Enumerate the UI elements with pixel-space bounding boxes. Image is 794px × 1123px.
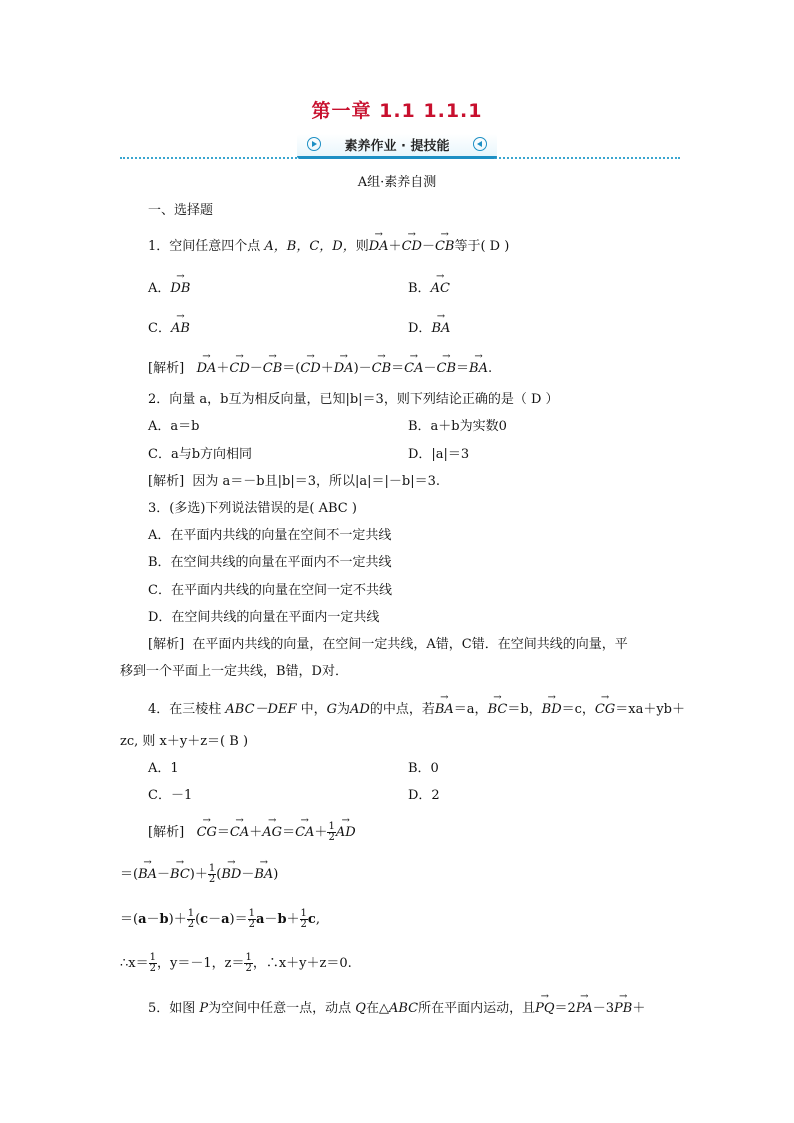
question-2-option: B．a＋b为实数0: [408, 419, 507, 434]
question-4-option: A．1: [148, 761, 179, 776]
question-4-analysis-result: ∴x＝ $\frac{1}{2}$ ，y＝－1，z＝ $\frac{1}{2}$ ，∴x＋y＋z＝0.: [120, 952, 352, 974]
question-3-stem: 3．(多选)下列说法错误的是( ABC ): [148, 501, 357, 516]
question-1-option: B．→ AC: [408, 278, 450, 298]
fraction: $\frac{1}{2}$: [300, 908, 307, 930]
question-4-option: B．0: [408, 761, 439, 776]
question-4-stem: 4．在三棱柱 ABC－DEF 中，G为AD的中点，若→ BA＝a，→ BC＝b，→ BD＝c，→ CG＝xa＋yb＋: [148, 699, 685, 719]
question-4-option: D．2: [408, 788, 440, 803]
fraction: $\frac{1}{2}$: [248, 908, 255, 930]
question-2-option: A．a＝b: [148, 419, 200, 434]
question-1-stem: 1．空间任意四个点 A，B，C，D，则→ DA＋→ CD－→ CB等于( D ): [148, 236, 509, 256]
question-2-stem: 2．向量 a，b互为相反向量，已知|b|＝3，则下列结论正确的是（ D ）: [148, 392, 559, 407]
page-title: 第一章 1.1 1.1.1: [311, 100, 483, 122]
question-4-option: C．－1: [148, 788, 193, 803]
question-3-option: A．在平面内共线的向量在空间不一定共线: [148, 528, 392, 543]
section-banner: [297, 134, 497, 159]
question-1-option: C．→ AB: [148, 318, 190, 338]
question-3-analysis: [解析] 在平面内共线的向量，在空间一定共线，A错，C错．在空间共线的向量，平: [148, 637, 628, 652]
question-3-option: B．在空间共线的向量在平面内不一定共线: [148, 555, 392, 570]
question-2-option: C．a与b方向相同: [148, 447, 253, 462]
question-3-option: C．在平面内共线的向量在空间一定不共线: [148, 583, 392, 598]
question-3-analysis-cont: 移到一个平面上一定共线，B错，D对．: [120, 664, 348, 679]
question-5-stem: 5．如图 P为空间中任意一点，动点 Q在△ABC所在平面内运动，且→ PQ＝2→ PA－3→ PB＋: [148, 998, 645, 1018]
question-4-analysis: [解析] → CG＝→ CA＋→ AG＝→ CA＋ $\frac{1}{2}$ → AD: [148, 822, 356, 843]
section-heading: 一、选择题: [148, 203, 214, 218]
question-3-option: D．在空间共线的向量在平面内一定共线: [148, 610, 380, 625]
fraction: $\frac{1}{2}$: [187, 908, 195, 930]
banner-label: 素养作业 · 提技能: [344, 139, 450, 154]
group-title: A组·素养自测: [357, 175, 437, 190]
question-4-analysis-step: ＝(a－b)＋ $\frac{1}{2}$ (c－a)＝ $\frac{1}{2}$ a－b＋ $\frac{1}{2}$ c,: [120, 908, 320, 930]
fraction: $\frac{1}{2}$: [245, 952, 252, 974]
question-4-analysis-step: ＝(→ BA－→ BC)＋ $\frac{1}{2}$ (→ BD－→ BA): [120, 864, 278, 885]
fraction: $\frac{1}{2}$: [328, 821, 335, 843]
play-left-icon: [473, 137, 487, 151]
question-2-option: D．|a|＝3: [408, 447, 470, 462]
question-1-option: D．→ BA: [408, 318, 450, 338]
question-2-analysis: [解析] 因为 a＝－b且|b|＝3，所以|a|＝|－b|＝3.: [148, 474, 440, 489]
fraction: $\frac{1}{2}$: [149, 952, 156, 974]
question-4-stem-cont: zc, 则 x＋y＋z＝( B ): [120, 734, 249, 749]
fraction: $\frac{1}{2}$: [208, 863, 216, 885]
question-1-analysis: [解析] → DA＋→ CD－→ CB＝(→ CD＋→ DA)－→ CB＝→ CA－→ CB＝→ BA.: [148, 358, 492, 378]
question-1-option: A．→ DB: [148, 278, 190, 298]
